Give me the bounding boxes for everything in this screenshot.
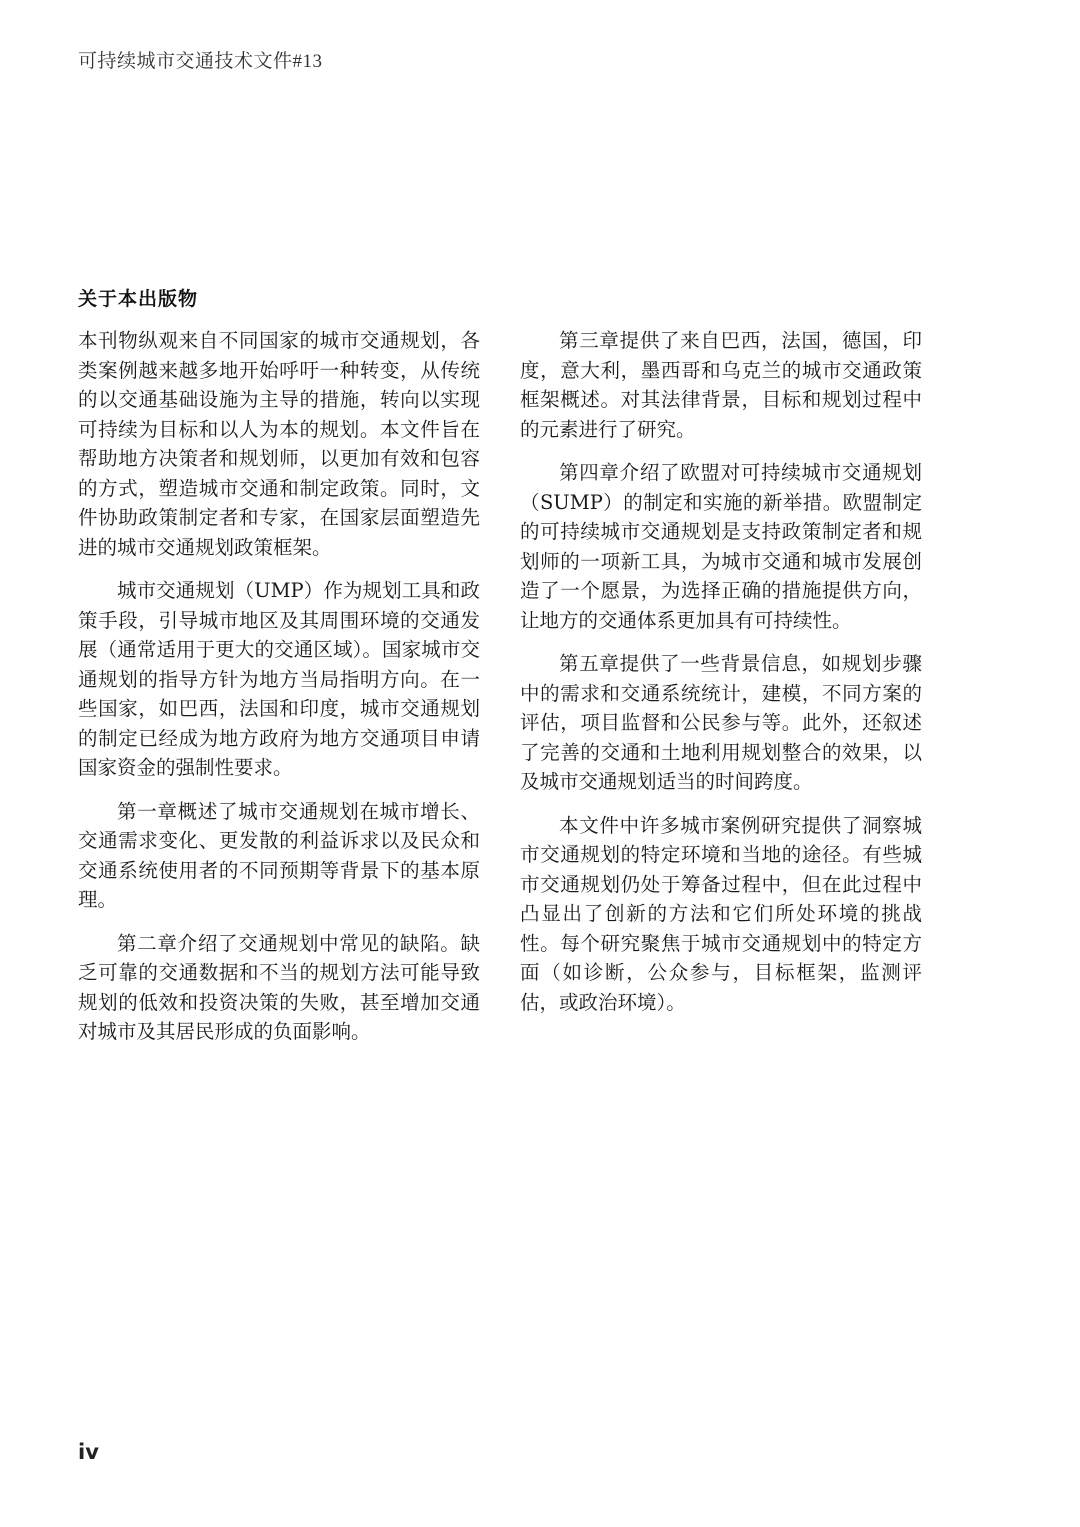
left-column xyxy=(78,326,480,1061)
right-column xyxy=(520,326,922,1031)
paragraph-chapter-5: 第五章提供了一些背景信息，如规划步骤中的需求和交通系统统计，建模，不同方案的评估，项目监督和公民参与等。此外，还叙述了完善的交通和土地利用规划整合的效果，以及城市交通规划适当的时间跨度。 xyxy=(520,652,922,793)
running-header: 可持续城市交通技术文件#13 xyxy=(78,51,323,72)
paragraph-intro: 本刊物纵观来自不同国家的城市交通规划，各类案例越来越多地开始呼吁一种转变，从传统的以交通基础设施为主导的措施，转向以实现可持续为目标和以人为本的规划。本文件旨在帮助地方决策者和规划师，以更加有效和包容的方式，塑造城市交通和制定政策。同时，文件协助政策制定者和专家，在国家层面塑造先进的城市交通规划政策框架。 xyxy=(78,329,480,559)
paragraph-case-studies: 本文件中许多城市案例研究提供了洞察城市交通规划的特定环境和当地的途径。有些城市交通规划仍处于筹备过程中，但在此过程中凸显出了创新的方法和它们所处环境的挑战性。每个研究聚焦于城市交通规划中的特定方面（如诊断，公众参与，目标框架，监测评估，或政治环境）。 xyxy=(520,813,922,1014)
page-number: iv xyxy=(78,1440,99,1464)
section-heading: 关于本出版物 xyxy=(78,288,199,310)
paragraph-chapter-4: 第四章介绍了欧盟对可持续城市交通规划（SUMP）的制定和实施的新举措。欧盟制定的可持续城市交通规划是支持政策制定者和规划师的一项新工具，为城市交通和城市发展创造了一个愿景，为选择正确的措施提供方向，让地方的交通体系更加具有可持续性。 xyxy=(520,461,922,632)
paragraph-chapter-1: 第一章概述了城市交通规划在城市增长、交通需求变化、更发散的利益诉求以及民众和交通系统使用者的不同预期等背景下的基本原理。 xyxy=(78,799,480,911)
paragraph-chapter-2: 第二章介绍了交通规划中常见的缺陷。缺乏可靠的交通数据和不当的规划方法可能导致规划的低效和投资决策的失败，甚至增加交通对城市及其居民形成的负面影响。 xyxy=(78,931,480,1043)
paragraph-chapter-3: 第三章提供了来自巴西，法国，德国，印度，意大利，墨西哥和乌克兰的城市交通政策框架概述。对其法律背景，目标和规划过程中的元素进行了研究。 xyxy=(520,329,922,441)
paragraph-ump: 城市交通规划（UMP）作为规划工具和政策手段，引导城市地区及其周围环境的交通发展（通常适用于更大的交通区域）。国家城市交通规划的指导方针为地方当局指明方向。在一些国家，如巴西，法国和印度，城市交通规划的制定已经成为地方政府为地方交通项目申请国家资金的强制性要求。 xyxy=(78,579,480,779)
